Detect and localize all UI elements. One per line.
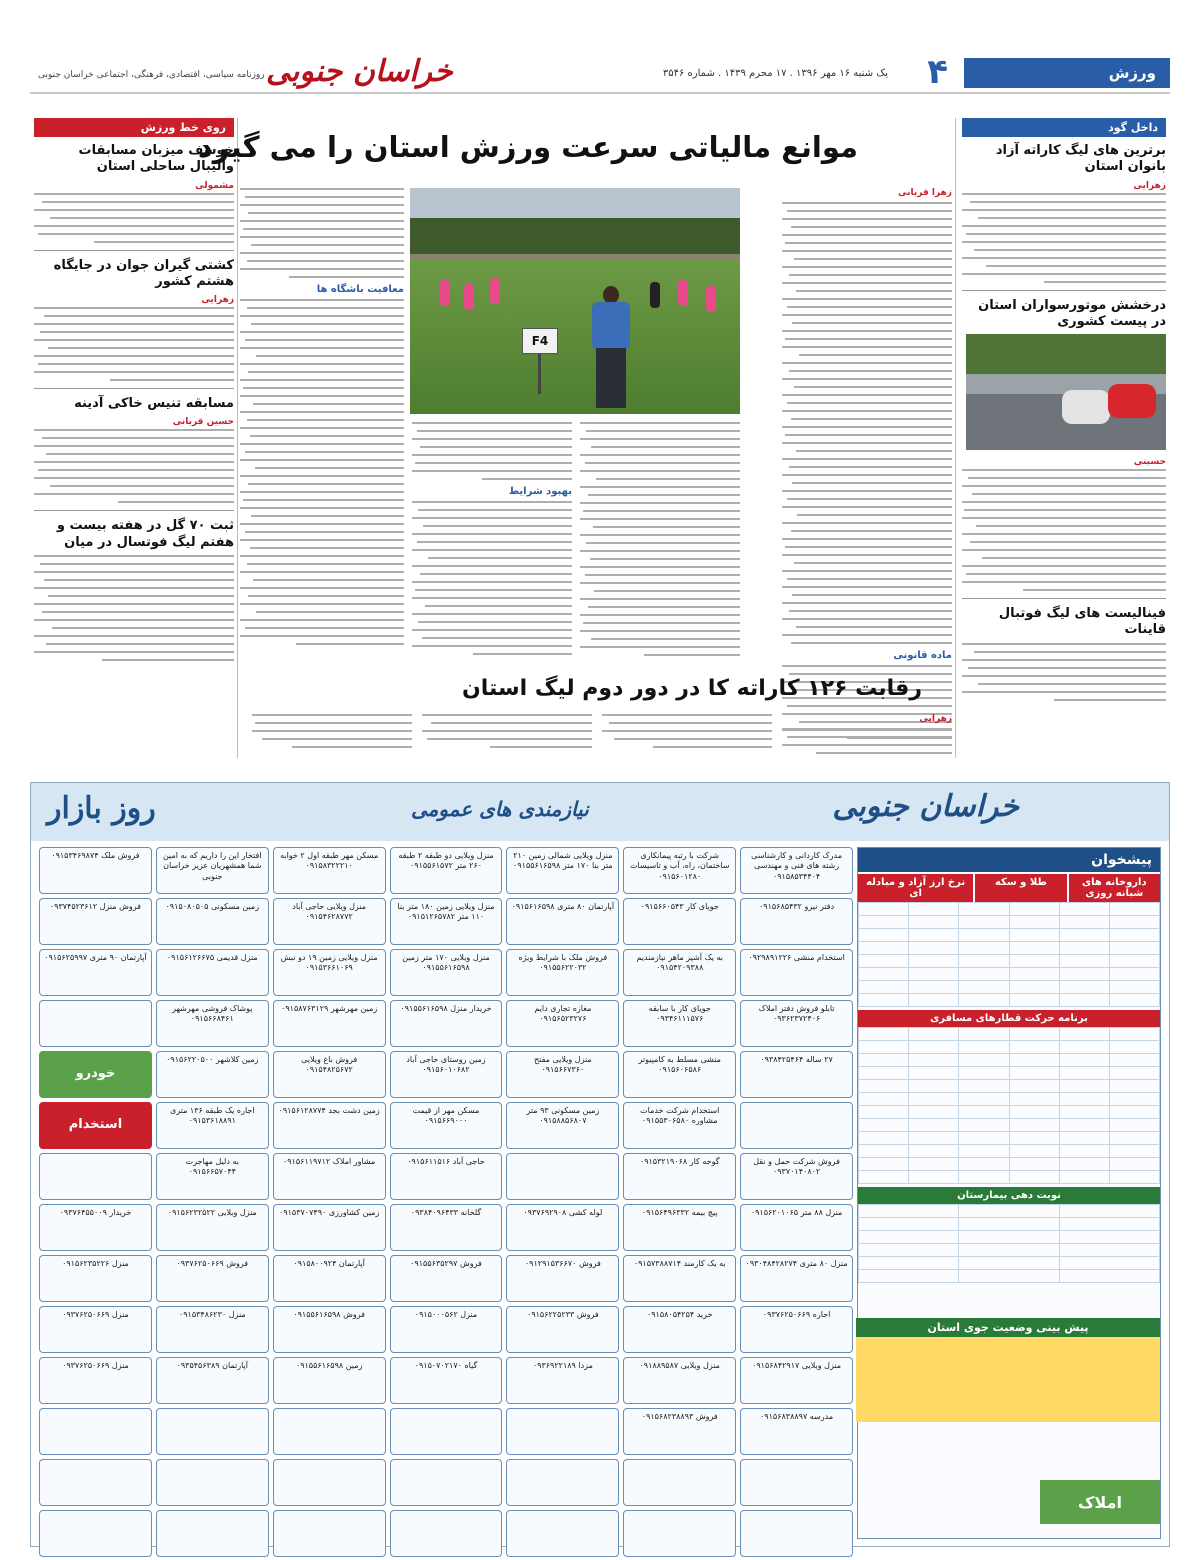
classified-ad[interactable]: زمین ۰۹۱۵۵۶۱۶۵۹۸ (273, 1357, 386, 1404)
classified-ad[interactable]: خریدار منزل ۰۹۱۵۵۶۱۶۵۹۸ (390, 1000, 503, 1047)
classified-ad[interactable]: فروش ۰۹۱۵۵۶۱۶۵۹۸ (273, 1306, 386, 1353)
divider (962, 598, 1166, 599)
classified-ad[interactable] (39, 1408, 152, 1455)
classified-ad[interactable] (740, 1102, 853, 1149)
classified-ad[interactable]: منزل ۰۹۳۷۶۲۵۰۶۶۹ (39, 1357, 152, 1404)
classified-ad[interactable]: منزل قدیمی ۰۹۱۵۶۱۲۶۶۷۵ (156, 949, 269, 996)
table-row (859, 1028, 1160, 1041)
table-row (859, 1270, 1160, 1283)
table-row (859, 1158, 1160, 1171)
classified-ad[interactable]: منزل ۰۹۱۵۰۰۰۵۶۲ (390, 1306, 503, 1353)
table-row (859, 1171, 1160, 1184)
table-row (859, 1145, 1160, 1158)
classified-ad[interactable]: آپارتمان ۰۹۳۵۴۵۶۳۸۹ (156, 1357, 269, 1404)
rates-table (858, 902, 1160, 1007)
brief-author: حسینی (1133, 457, 1166, 468)
brief-author: مشمولی (195, 180, 234, 191)
gold-coin-heading: طلا و سکه (975, 874, 1066, 902)
table-row (859, 1218, 1160, 1231)
brief-title[interactable]: مسابقه تنیس خاکی آدینه (74, 396, 234, 412)
brief-body (34, 555, 234, 661)
newspaper-logo: خراسان جنوبی (266, 54, 453, 89)
brief-title[interactable]: درخشش موتورسواران استان در پیست کشوری (978, 297, 1166, 329)
niazmandi-title: نیازمندی های عمومی (411, 797, 589, 821)
brief-body (34, 416, 234, 503)
table-row (859, 1119, 1160, 1132)
ads-grid (39, 847, 853, 1539)
classified-ad[interactable] (390, 1408, 503, 1455)
second-story-text (240, 714, 952, 760)
classified-ad[interactable]: آپارتمان ۹۰ متری ۰۹۱۵۶۲۵۹۹۷ (39, 949, 152, 996)
classified-ad[interactable] (740, 1510, 853, 1557)
classified-ad[interactable] (273, 1459, 386, 1506)
classified-ad[interactable]: منزل ۰۹۱۵۶۲۳۵۲۲۶ (39, 1255, 152, 1302)
main-headline[interactable]: موانع مالیاتی سرعت ورزش استان را می گیرد (197, 130, 858, 164)
classified-ad[interactable]: به دلیل مهاجرت ۰۹۱۵۶۶۵۷۰۴۴ (156, 1153, 269, 1200)
classified-ad[interactable]: شرکت با رتبه پیمانکاری ساختمان، راه، آب و تاسیسات ۰۹۱۵۶۰۱۲۸۰ (623, 847, 736, 894)
classified-ad[interactable]: پیچ بیمه ۰۹۱۵۶۴۹۶۳۳۲ (623, 1204, 736, 1251)
classified-ad[interactable]: زمین مهرشهر ۰۹۱۵۸۷۶۳۱۲۹ (273, 1000, 386, 1047)
article-subhead: معافیت باشگاه ها (316, 284, 404, 295)
classified-ad[interactable]: استخدام شرکت خدمات مشاوره ۰۹۱۵۵۳۰۶۵۸۰ (623, 1102, 736, 1149)
classified-ad[interactable]: فروش ۰۹۱۵۵۶۳۵۲۹۷ (390, 1255, 503, 1302)
table-row (859, 1231, 1160, 1244)
brief-body (962, 456, 1166, 591)
weather-heading: پیش بینی وضعیت جوی استان (856, 1318, 1160, 1337)
motorcycle-race-photo (966, 334, 1166, 450)
classified-ad[interactable]: گوجه کار ۰۹۱۵۳۲۱۹۰۶۸ (623, 1153, 736, 1200)
classified-ad[interactable]: گیاه ۰۹۱۵۰۷۰۲۱۷۰ (390, 1357, 503, 1404)
classified-ad[interactable]: زمین دشت بجد ۰۹۱۵۶۱۲۸۷۷۴ (273, 1102, 386, 1149)
pharmacy-heading: داروخانه های شبانه روزی (1069, 874, 1160, 902)
left-column-band: روی خط ورزش (34, 118, 234, 137)
masthead (30, 54, 1170, 94)
brief-title[interactable]: ثبت ۷۰ گل در هفته بیست و هفتم لیگ فوتسال در میان (56, 518, 234, 550)
classifieds-header (31, 783, 1169, 841)
brief-body (34, 180, 234, 243)
right-column-band: داخل گود (962, 118, 1166, 137)
classified-ad[interactable]: مسکن مهر طبقه اول ۲ خوابه ۰۹۱۵۸۳۲۲۲۱۰ (273, 847, 386, 894)
rooz-bazar-title: روز بازار (47, 791, 156, 826)
article-text-column (240, 188, 404, 651)
classified-ad[interactable]: فروش ۰۹۱۵۶۲۲۵۲۳۳ (506, 1306, 619, 1353)
currency-heading: نرخ ارز آزاد و مبادله ای (858, 874, 973, 902)
article-subhead: بهبود شرایط (508, 486, 572, 497)
second-headline[interactable]: رقابت ۱۲۶ کاراته کا در دور دوم لیگ استان (461, 676, 922, 701)
classified-ad[interactable]: زمین مسکونی ۹۳ متر ۰۹۱۵۸۸۵۶۸۰۷ (506, 1102, 619, 1149)
classified-ad[interactable]: منزل ویلایی حاجی آباد ۰۹۱۵۴۶۲۸۷۷۲ (273, 898, 386, 945)
classified-ad[interactable]: جویای کار با سابقه ۰۹۳۴۶۱۱۱۵۷۶ (623, 1000, 736, 1047)
classified-ad[interactable]: منزل ویلایی دو طبقه ۲ طبقه ۲۶۰ متر ۰۹۱۵۵۶۱۵۷۲ (390, 847, 503, 894)
service-panel (857, 847, 1161, 1539)
table-row (859, 1257, 1160, 1270)
classified-ad[interactable]: منزل ۰۹۳۷۶۲۵۰۶۶۹ (39, 1306, 152, 1353)
classified-ad[interactable] (156, 1459, 269, 1506)
classified-ad[interactable]: جویای کار ۰۹۱۵۶۶۰۵۴۳ (623, 898, 736, 945)
table-row (859, 929, 1160, 942)
brief-title[interactable]: خوسف میزبان مسابقات والیبال ساحلی استان (78, 143, 234, 175)
classified-ad[interactable]: منزل ویلایی مفتح ۰۹۱۵۶۶۷۳۶۰ (506, 1051, 619, 1098)
section-tag: ورزش (964, 58, 1170, 88)
classified-ad[interactable]: منزل ۰۹۱۵۳۴۸۶۲۳۰ (156, 1306, 269, 1353)
photo-sign: F4 (522, 328, 558, 354)
article-subhead: ماده قانونی (893, 650, 952, 661)
classified-ad[interactable]: به یک کارمند ۰۹۱۵۷۳۸۸۷۱۴ (623, 1255, 736, 1302)
classified-ad[interactable]: آپارتمان ۰۹۱۵۸۰۰۹۲۴ (273, 1255, 386, 1302)
classified-ad[interactable] (39, 1459, 152, 1506)
brief-body (962, 643, 1166, 701)
divider (34, 250, 234, 251)
classified-ad[interactable]: فروش ملک با شرایط ویژه ۰۹۱۵۵۶۲۲۰۳۲ (506, 949, 619, 996)
table-row (859, 1244, 1160, 1257)
table-row (859, 1067, 1160, 1080)
classified-ad[interactable] (39, 1510, 152, 1557)
classified-ad[interactable]: خریدار ۰۹۳۷۶۴۵۵۰۰۹ (39, 1204, 152, 1251)
train-heading: برنامه حرکت قطارهای مسافری (858, 1010, 1160, 1027)
classified-ad[interactable] (39, 1153, 152, 1200)
train-table (858, 1027, 1160, 1184)
classified-ad[interactable]: منزل ویلایی شمالی زمین ۲۱۰ متر بنا ۱۷۰ متر ۰۹۱۵۵۶۱۶۵۹۸ (506, 847, 619, 894)
table-row (859, 1132, 1160, 1145)
classified-ad[interactable]: منزل ویلایی ۰۹۱۸۸۹۵۸۷ (623, 1357, 736, 1404)
classified-ad[interactable]: اجاره ۰۹۳۷۶۲۵۰۶۶۹ (740, 1306, 853, 1353)
classified-ad[interactable] (506, 1459, 619, 1506)
right-column (962, 118, 1166, 758)
classified-ad[interactable]: منزل ویلایی زمین ۱۸۰ متر بنا ۱۱۰ متر ۰۹۱۵۱۲۶۵۷۸۲ (390, 898, 503, 945)
table-row (859, 994, 1160, 1007)
classified-ad[interactable] (506, 1510, 619, 1557)
weather-band (856, 1318, 1160, 1422)
classified-ad[interactable]: تابلو فروش دفتر املاک ۰۹۳۶۲۳۷۲۴۰۶ (740, 1000, 853, 1047)
classified-ad[interactable]: خرید ۰۹۱۵۸۰۵۴۲۵۴ (623, 1306, 736, 1353)
issue-line: یک شنبه ۱۶ مهر ۱۳۹۶ . ۱۷ محرم ۱۴۳۹ . شماره ۳۵۴۶ (662, 68, 888, 79)
classified-ad[interactable]: زمین کلاشهر ۰۹۱۵۶۲۲۰۵۰۰ (156, 1051, 269, 1098)
article-author: زهرا قربانی (898, 188, 952, 198)
brief-body (34, 294, 234, 381)
article-text-column (580, 422, 740, 662)
brief-title[interactable]: کشتی گیران جوان در جایگاه هشتم کشور (53, 257, 234, 289)
classified-ad[interactable]: پوشاک فروشی مهرشهر ۰۹۱۵۶۶۸۴۶۱ (156, 1000, 269, 1047)
classifieds-section (30, 782, 1170, 1547)
classified-ad[interactable]: زمین مسکونی ۰۹۱۵۰۸۰۵۰۵ (156, 898, 269, 945)
hospital-heading: نوبت دهی بیمارستان (858, 1187, 1160, 1204)
brief-title[interactable]: برترین های لیگ کاراته آزاد بانوان استان (995, 143, 1166, 175)
classified-ad[interactable]: گلخانه ۰۹۳۸۴۰۹۶۴۳۳ (390, 1204, 503, 1251)
classified-ad[interactable]: منشی مسلط به کامپیوتر ۰۹۱۵۶۰۶۵۸۶ (623, 1051, 736, 1098)
classified-ad[interactable]: مغازه تجاری دایم ۰۹۱۵۶۵۲۳۲۷۶ (506, 1000, 619, 1047)
brief-author: حسین قربانی (172, 417, 234, 428)
amlak-label: املاک (1040, 1480, 1160, 1524)
classified-ad[interactable]: فروش ملک ۰۹۱۵۳۴۶۹۸۷۴ (39, 847, 152, 894)
column-rule (955, 118, 956, 758)
table-row (859, 968, 1160, 981)
classified-ad[interactable]: دفتر نیرو ۰۹۱۵۶۸۵۴۳۲ (740, 898, 853, 945)
table-row (859, 1106, 1160, 1119)
classified-ad[interactable]: فروش ۰۹۱۵۶۸۲۳۸۸۹۳ (623, 1408, 736, 1455)
brief-author: زهرایی (201, 295, 234, 306)
classified-ad[interactable]: لوله کشی ۰۹۳۷۶۹۲۹۰۸ (506, 1204, 619, 1251)
table-row (859, 942, 1160, 955)
article-text-column (412, 422, 572, 661)
divider (34, 510, 234, 511)
divider (962, 290, 1166, 291)
table-row (859, 1080, 1160, 1093)
classified-ad[interactable] (506, 1408, 619, 1455)
khodro-label: خودرو (39, 1051, 152, 1098)
left-column (34, 118, 234, 758)
classified-ad[interactable]: فروش ۰۹۱۲۹۱۵۳۶۶۷۰ (506, 1255, 619, 1302)
classifieds-logo: خراسان جنوبی (832, 789, 1019, 824)
divider (34, 388, 234, 389)
classified-ad[interactable] (156, 1408, 269, 1455)
newspaper-tagline: روزنامه سیاسی، اقتصادی، فرهنگی، اجتماعی خراسان جنوبی (38, 70, 265, 80)
table-row (859, 955, 1160, 968)
classified-ad[interactable]: فروش ۰۹۳۷۶۲۵۰۶۶۹ (156, 1255, 269, 1302)
classified-ad[interactable]: منزل ویلایی ۰۹۱۵۶۸۴۲۹۱۷ (740, 1357, 853, 1404)
page-number: ۴ (927, 52, 948, 92)
table-row (859, 903, 1160, 916)
classified-ad[interactable]: منزل ویلایی ۰۹۱۵۶۲۳۲۵۲۲ (156, 1204, 269, 1251)
classified-ad[interactable]: مشاور املاک ۰۹۱۵۶۱۱۹۷۱۲ (273, 1153, 386, 1200)
classified-ad[interactable] (273, 1510, 386, 1557)
brief-body (962, 180, 1166, 283)
table-row (859, 1041, 1160, 1054)
table-row (859, 1205, 1160, 1218)
table-row (859, 981, 1160, 994)
classified-ad[interactable]: مدرسه ۰۹۱۵۶۸۳۸۸۹۷ (740, 1408, 853, 1455)
classified-ad[interactable] (390, 1510, 503, 1557)
classified-ad[interactable] (506, 1153, 619, 1200)
classified-ad[interactable]: مسکن مهر از قیمت ۰۹۱۵۶۶۹۰۰۰ (390, 1102, 503, 1149)
classified-ad[interactable] (623, 1459, 736, 1506)
brief-author: زهرایی (1133, 180, 1166, 191)
service-panel-title: پیشخوان (858, 848, 1160, 872)
classified-ad[interactable]: استخدام منشی ۰۹۲۹۸۹۱۲۲۶ (740, 949, 853, 996)
classified-ad[interactable]: زمین کشاورزی ۰۹۱۵۳۷۰۷۴۹۰ (273, 1204, 386, 1251)
classified-ad[interactable]: منزل ویلایی زمین ۱۹ دو نبش ۰۹۱۵۳۶۶۱۰۶۹ (273, 949, 386, 996)
football-training-photo (410, 188, 740, 414)
column-rule (237, 118, 238, 758)
classified-ad[interactable]: اجاره یک طبقه ۱۳۶ متری ۰۹۱۵۳۶۱۸۸۹۱ (156, 1102, 269, 1149)
brief-title[interactable]: فینالیست های لیگ فوتبال قاینات (998, 606, 1166, 638)
classified-ad[interactable]: منزل ۸۰ متری ۰۹۳۰۴۸۴۲۸۲۷۴ (740, 1255, 853, 1302)
article-author: زهرایی (919, 714, 952, 724)
classified-ad[interactable]: فروش باغ ویلایی ۰۹۱۵۴۸۲۵۶۷۲ (273, 1051, 386, 1098)
classified-ad[interactable] (623, 1510, 736, 1557)
classified-ad[interactable]: فروش منزل ۰۹۳۷۴۵۲۳۶۱۲ (39, 898, 152, 945)
table-row (859, 1093, 1160, 1106)
classified-ad[interactable] (39, 1000, 152, 1047)
classified-ad[interactable] (156, 1510, 269, 1557)
classified-ad[interactable]: منزل ویلایی ۱۷۰ متر زمین ۰۹۱۵۵۶۱۶۵۹۸ (390, 949, 503, 996)
classified-ad[interactable]: مدرک کاردانی و کارشناسی رشته های فنی و مهندسی ۰۹۱۵۸۵۳۴۴۰۴ (740, 847, 853, 894)
classified-ad[interactable]: به یک آشپز ماهر نیازمندیم ۰۹۱۵۴۲۰۹۳۸۸ (623, 949, 736, 996)
classified-ad[interactable]: منزل ۸۸ متر ۰۹۱۵۶۲۰۱۰۶۵ (740, 1204, 853, 1251)
classified-ad[interactable]: فروش شرکت حمل و نقل ۰۹۳۷۰۱۴۰۸۰۲ (740, 1153, 853, 1200)
classified-ad[interactable]: ۲۷ ساله ۰۹۳۸۴۲۵۴۶۴ (740, 1051, 853, 1098)
classified-ad[interactable]: مزدا ۰۹۳۶۹۲۲۱۸۹ (506, 1357, 619, 1404)
estekhdam-label: استخدام (39, 1102, 152, 1149)
classified-ad[interactable]: حاجی آباد ۰۹۱۵۶۱۱۵۱۶ (390, 1153, 503, 1200)
classified-ad[interactable] (740, 1459, 853, 1506)
classified-ad[interactable]: زمین روستای حاجی آباد ۰۹۱۵۶۰۱۰۶۸۲ (390, 1051, 503, 1098)
classified-ad[interactable]: آپارتمان ۸۰ متری ۰۹۱۵۶۱۶۵۹۸ (506, 898, 619, 945)
classified-ad[interactable] (390, 1459, 503, 1506)
table-row (859, 1054, 1160, 1067)
hospital-table (858, 1204, 1160, 1283)
classified-ad[interactable]: افتخار این را داریم که به امین شما همشهریان عزیز خراسان جنوبی (156, 847, 269, 894)
article-text-column (782, 188, 952, 745)
table-row (859, 916, 1160, 929)
classified-ad[interactable] (273, 1408, 386, 1455)
